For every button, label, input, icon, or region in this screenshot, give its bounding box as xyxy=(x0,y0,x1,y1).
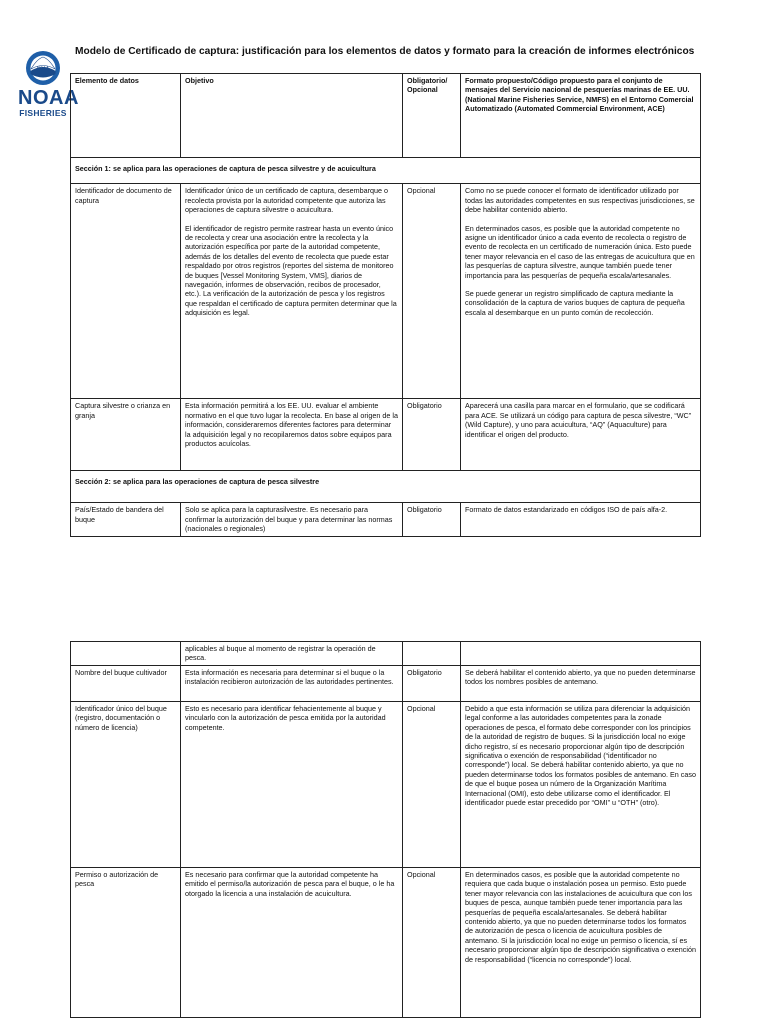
document-title: Modelo de Certificado de captura: justificación para los elementos de datos y formato para la creación de informes electrónicos xyxy=(75,46,695,57)
row-required: Obligatorio xyxy=(403,503,461,537)
header-element: Elemento de datos xyxy=(71,74,181,158)
table-row xyxy=(71,702,701,868)
section-1-heading: Sección 1: se aplica para las operaciones de captura de pesca silvestre y de acuicultura xyxy=(71,158,701,184)
logo-fisheries-text: FISHERIES xyxy=(19,108,67,118)
table-row xyxy=(71,666,701,702)
row-objective xyxy=(181,184,403,399)
row-objective-continuation: aplicables al buque al momento de registrar la operación de pesca. xyxy=(181,642,403,666)
objective-paragraph: Identificador único de un certificado de captura, desembarque o recolecta provista por la autoridad competente que autoriza las operaciones de captura silvestre o acuicultura. xyxy=(185,186,388,215)
header-format: Formato propuesto/Código propuesto para el conjunto de mensajes del Servicio nacional de pesquerías marinas de EE. UU. (National Marine Fisheries Service, NMFS) en el Entorno Comercial Automatizado (Automated Commercial Environment, ACE) xyxy=(461,74,701,158)
row-element: Identificador único del buque (registro, documentación o número de licencia) xyxy=(71,702,181,868)
table-row xyxy=(71,642,701,666)
objective-paragraph: El identificador de registro permite rastrear hasta un evento único de recolecta y crear una asociación entre la recolecta y la autorización específica por parte de la autoridad competente, además de los detalles del evento de recolecta que puede estar respaldado por otros registros (reportes del sistema de monitoreo de buques [Vessel Monitoring System, VMS], diarios de navegación, informes de observación, recibos de procesador, etc.). La verificación de la autorización de pesca y los registros que respaldan el certificado de captura permiten determinar que la adquisición es legal. xyxy=(185,223,397,318)
row-required: Obligatorio xyxy=(403,399,461,471)
row-element: Captura silvestre o crianza en granja xyxy=(71,399,181,471)
data-elements-table xyxy=(70,73,701,537)
row-required xyxy=(403,642,461,666)
table-row xyxy=(71,868,701,1018)
section-row xyxy=(71,471,701,503)
row-objective: Solo se aplica para la capturasilvestre. Es necesario para confirmar la autorización del buque y para determinar las normas (nacionales o regionales) xyxy=(181,503,403,537)
svg-text:NOAA: NOAA xyxy=(37,65,49,70)
noaa-fisheries-logo xyxy=(18,50,79,118)
logo-noaa-text: NOAA xyxy=(18,87,79,109)
format-paragraph: Se puede generar un registro simplificado de captura mediante la consolidación de la captura de varios buques de captura de pequeña escala al desembarque en un punto común de recolección. xyxy=(465,289,685,317)
format-paragraph: Como no se puede conocer el formato de identificador utilizado por todas las autoridades competentes en sus respectivas jurisdicciones, se debe habilitar contenido abierto. xyxy=(465,186,695,215)
row-element: Identificador de documento de captura xyxy=(71,184,181,399)
noaa-seal-icon xyxy=(20,50,66,86)
row-format: Se deberá habilitar el contenido abierto, ya que no pueden determinarse todos los nombres posibles de antemano. xyxy=(461,666,701,702)
row-element xyxy=(71,642,181,666)
section-2-heading: Sección 2: se aplica para las operaciones de captura de pesca silvestre xyxy=(71,471,701,503)
table-header-row xyxy=(71,74,701,158)
row-format: Aparecerá una casilla para marcar en el formulario, que se codificará para ACE. Se utilizará un código para captura de pesca silvestre, “WC” (Wild Capture), y uno para acuicultura, “AQ” (Aquaculture) para identificar el origen del producto. xyxy=(461,399,701,471)
row-format: Formato de datos estandarizado en códigos ISO de país alfa-2. xyxy=(461,503,701,537)
format-paragraph: En determinados casos, es posible que la autoridad competente no asigne un identificador único a cada evento de recolecta o registro de evento de recolecta en un certificado de numeración única. Esto puede tener mayor relevancia en el caso de las entregas de acuicultura que en las pesquerías de captura silvestre, aunque también puede tener importancia para las pesquerías de pequeña escala/artesanales. xyxy=(465,223,695,280)
header-objective: Objetivo xyxy=(181,74,403,158)
row-format: En determinados casos, es posible que la autoridad competente no requiera que cada buque o instalación posea un permiso. Esto puede tener mayor relevancia con las instalaciones de acuicultura que con los buques de pesca, aunque también puede tener importancia para las pesquerías de pequeña escala/artesanales. Se deberá habilitar contenido abierto, ya que no pueden determinarse todos los formatos de autorización de pesca o licencia de acuicultura posibles de antemano. Si la jurisdicción local no exige un permiso o licencia, sí es necesario proporcionar algún tipo de descripción significativa o exención de responsabilidad (“licencia no corresponde”) local. xyxy=(461,868,701,1018)
row-objective: Esta información permitirá a los EE. UU. evaluar el ambiente normativo en el que tuvo lugar la recolecta. En base al origen de la información, consideraremos diferentes factores para determinar la adquisición legal y no recopilaremos datos sobre equipos para productos acuícolas. xyxy=(181,399,403,471)
section-row xyxy=(71,158,701,184)
row-required: Opcional xyxy=(403,184,461,399)
row-format xyxy=(461,184,701,399)
row-required: Opcional xyxy=(403,702,461,868)
row-objective: Esta información es necesaria para determinar si el buque o la instalación recibieron autorización de las autoridades pertinentes. xyxy=(181,666,403,702)
row-format xyxy=(461,642,701,666)
row-required: Opcional xyxy=(403,868,461,1018)
table-row xyxy=(71,503,701,537)
row-element: Nombre del buque cultivador xyxy=(71,666,181,702)
table-row xyxy=(71,184,701,399)
table-row xyxy=(71,399,701,471)
data-elements-table-continued xyxy=(70,641,701,1018)
row-element: País/Estado de bandera del buque xyxy=(71,503,181,537)
row-format: Debido a que esta información se utiliza para diferenciar la adquisición legal conforme a las autoridades competentes para la zonade operaciones de pesca, el formato debe corresponder con los principios de la autoridad de registro de buques. Si la jurisdicción local no exige dicho registro, sí es necesario proporcionar algún tipo de descripción significativa o exención de responsabilidad (“identificador no corresponde”) local. Se deberá habilitar contenido abierto, ya que no pueden determinarse todos los formatos posibles de antemano. En caso de que el buque posea un número de la Organización Marítima Internacional (OMI), esto debe utilizarse como el identificador. El identificador puede estar precedido por “OMI” u “OTH” (otro). xyxy=(461,702,701,868)
row-objective: Esto es necesario para identificar fehacientemente al buque y vincularlo con la autorización de pesca emitida por la autoridad competente. xyxy=(181,702,403,868)
row-element: Permiso o autorización de pesca xyxy=(71,868,181,1018)
row-required: Obligatorio xyxy=(403,666,461,702)
row-objective: Es necesario para confirmar que la autoridad competente ha emitido el permiso/la autorización de pesca para el buque, o le ha otorgado la licencia a una instalación de acuicultura. xyxy=(181,868,403,1018)
header-required: Obligatorio/ Opcional xyxy=(403,74,461,158)
